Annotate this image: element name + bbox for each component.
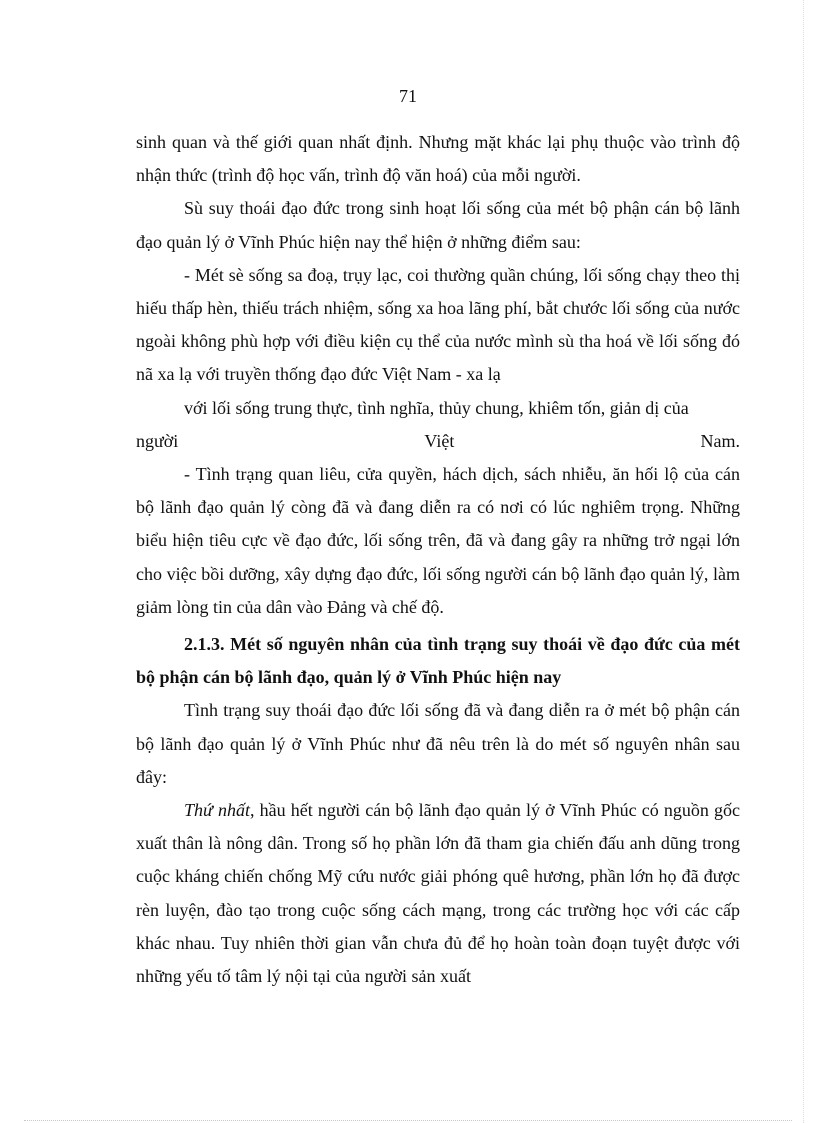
paragraph-2: Sù suy thoái đạo đức trong sinh hoạt lối sống của mét bộ phận cán bộ lãnh đạo quản lý ở Vĩnh Phúc hiện nay thể hiện ở những điểm sau:: [136, 198, 740, 252]
page-bottom-border: [24, 1120, 792, 1121]
paragraph-6: Tình trạng suy thoái đạo đức lối sống đã và đang diễn ra ở mét bộ phận cán bộ lãnh đạo quản lý ở Vĩnh Phúc như đã nêu trên là do mét số nguyên nhân sau đây:: [136, 700, 740, 787]
paragraph-4-last-line: [136, 425, 740, 458]
word-nguoi: người: [136, 430, 179, 451]
word-viet: Việt: [424, 430, 455, 451]
word-nam: Nam.: [700, 430, 740, 451]
paragraph-4: với lối sống trung thực, tình nghĩa, thủy chung, khiêm tốn, giản dị của: [184, 397, 689, 418]
paragraph-3: - Mét sè sống sa đoạ, trụy lạc, coi thường quần chúng, lối sống chạy theo thị hiếu thấp hèn, thiếu trách nhiệm, sống xa hoa lãng phí, bắt chước lối sống của nước ngoài không phù hợp với điều kiện cụ thể của nước mình sù tha hoá về lối sống đó nã xa lạ với truyền thống đạo đức Việt Nam - xa lạ: [136, 264, 740, 385]
section-heading: 2.1.3. Mét số nguyên nhân của tình trạng suy thoái về đạo đức của mét bộ phận cán bộ lãnh đạo, quản lý ở Vĩnh Phúc hiện nay: [136, 634, 740, 688]
page-right-border: [803, 0, 804, 1123]
page-number: 71: [399, 86, 417, 106]
paragraph-7: [136, 794, 740, 993]
paragraph-1: sinh quan và thế giới quan nhất định. Nhưng mặt khác lại phụ thuộc vào trình độ nhận thức (trình độ học vấn, trình độ văn hoá) của mỗi người.: [136, 132, 740, 186]
paragraph-7-lead: Thứ nhất: [184, 800, 250, 821]
document-body: [136, 126, 740, 993]
paragraph-7-text: , hầu hết người cán bộ lãnh đạo quản lý ở Vĩnh Phúc có nguồn gốc xuất thân là nông dân. Trong số họ phần lớn đã tham gia chiến đấu anh dũng trong cuộc kháng chiến chống Mỹ cứu nước giải phóng quê hương, phần lớn họ đã được rèn luyện, đào tạo trong cuộc sống cách mạng, trong các trường học với các cấp khác nhau. Tuy nhiên thời gian vẫn chưa đủ để họ hoàn toàn đoạn tuyệt được với những yếu tố tâm lý nội tại của người sản xuất: [136, 800, 740, 987]
paragraph-5: - Tình trạng quan liêu, cửa quyền, hách dịch, sách nhiễu, ăn hối lộ của cán bộ lãnh đạo quản lý còng đã và đang diễn ra có nơi có lúc nghiêm trọng. Những biểu hiện tiêu cực về đạo đức, lối sống trên, đã và đang gây ra những trở ngại lớn cho việc bồi dưỡng, xây dựng đạo đức, lối sống người cán bộ lãnh đạo quản lý, làm giảm lòng tin của dân vào Đảng và chế độ.: [136, 464, 740, 617]
